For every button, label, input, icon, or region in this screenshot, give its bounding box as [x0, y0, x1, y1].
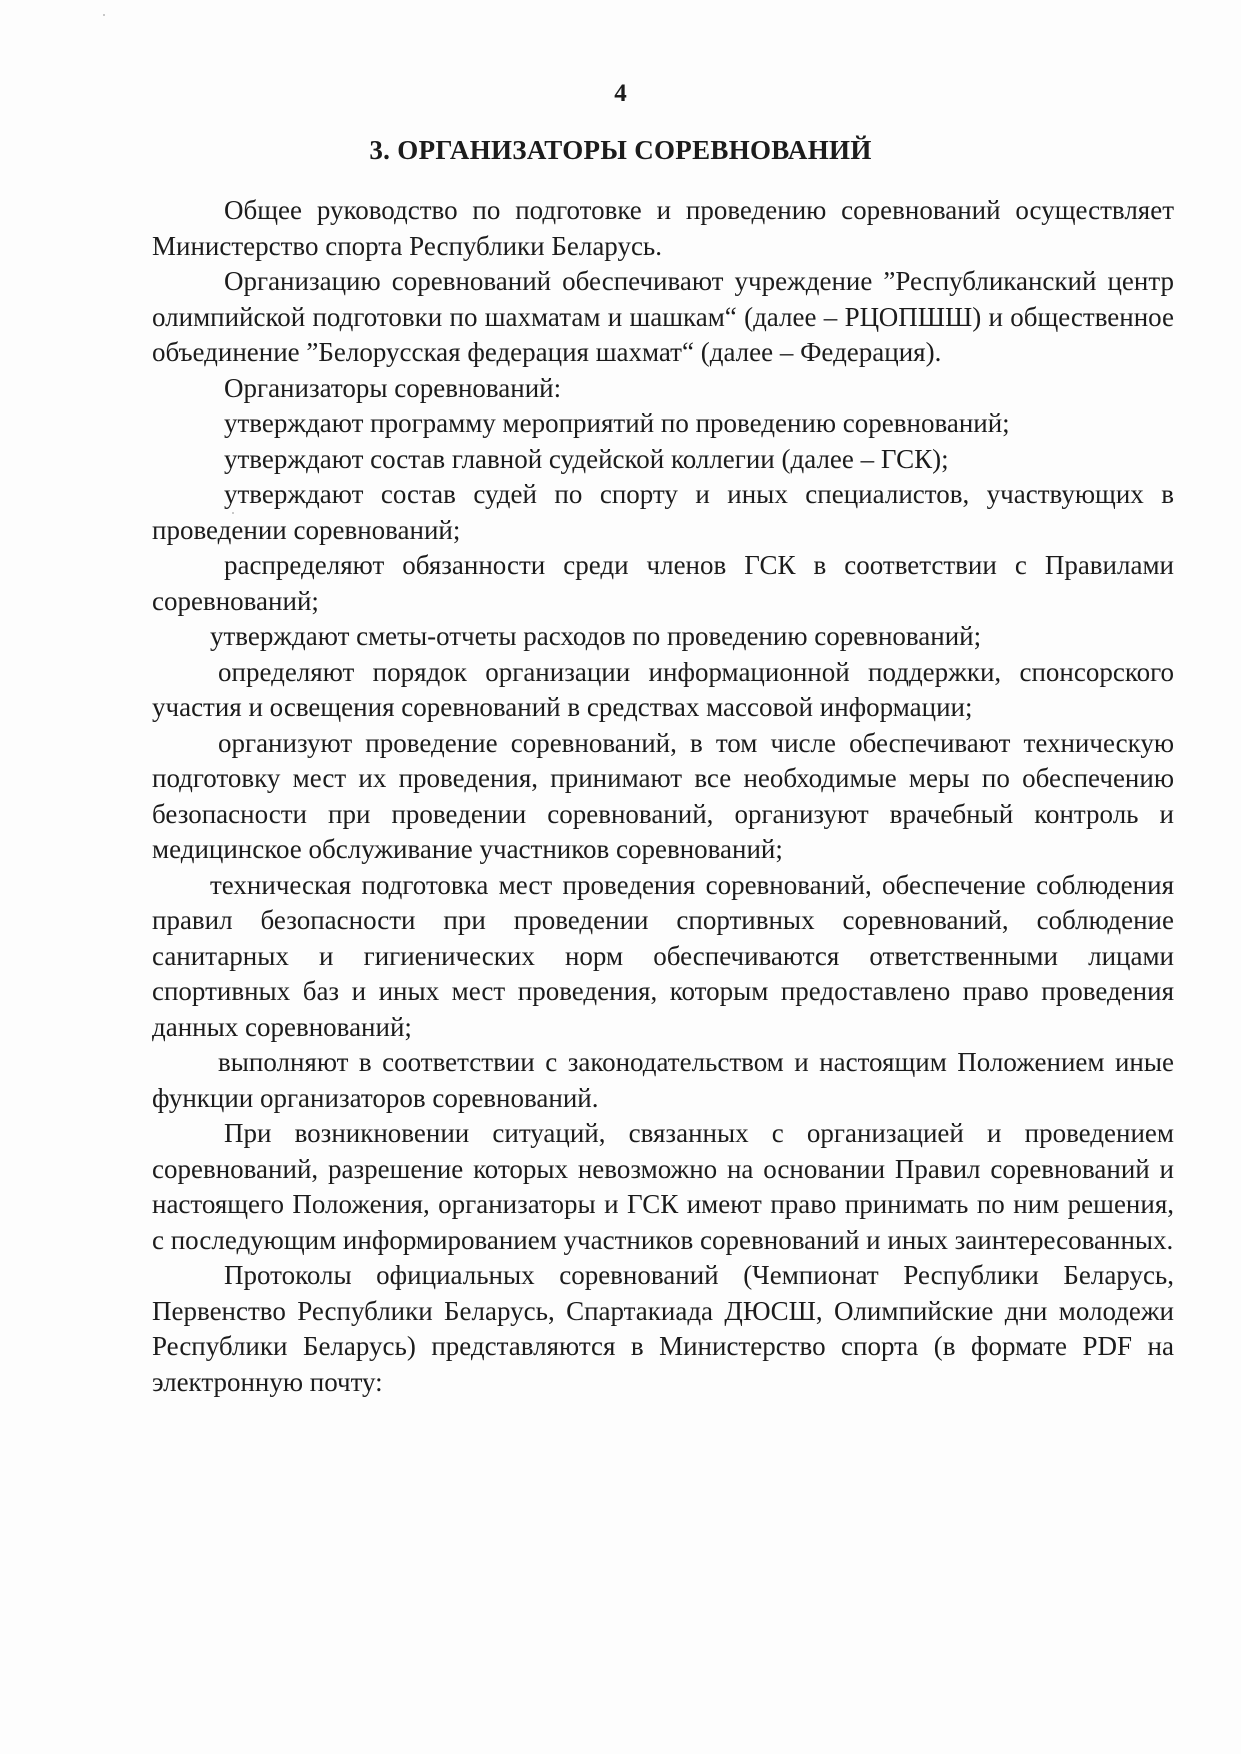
paragraph: Общее руководство по подготовке и проведению соревнований осуществляет Министерство спорта Республики Беларусь.	[152, 195, 1174, 261]
paragraph: определяют порядок организации информационной поддержки, спонсорского участия и освещения соревнований в средствах массовой информации;	[152, 656, 1174, 722]
paragraph: утверждают программу мероприятий по проведению соревнований;	[224, 408, 1010, 438]
paragraph: Организацию соревнований обеспечивают учреждение ”Республиканский центр олимпийской подготовки по шахматам и шашкам“ (далее – РЦОПШШ) и общественное объединение ”Белорусская федерация шахмат“ (далее – Федерация).	[152, 266, 1174, 367]
section-title: 3. ОРГАНИЗАТОРЫ СОРЕВНОВАНИЙ	[369, 135, 872, 165]
document-body	[152, 193, 1174, 1400]
paragraph: утверждают сметы-отчеты расходов по проведению соревнований;	[210, 621, 982, 651]
scan-speck	[103, 14, 105, 16]
paragraph: выполняют в соответствии с законодательством и настоящим Положением иные функции организаторов соревнований.	[152, 1047, 1174, 1113]
paragraph: При возникновении ситуаций, связанных с организацией и проведением соревнований, разрешение которых невозможно на основании Правил соревнований и настоящего Положения, организаторы и ГСК имеют право принимать по ним решения, с последующим информированием участников соревнований и иных заинтересованных.	[152, 1118, 1174, 1255]
paragraph: техническая подготовка мест проведения соревнований, обеспечение соблюдения правил безопасности при проведении спортивных соревнований, соблюдение санитарных и гигиенических норм обеспечиваются ответственными лицами спортивных баз и иных мест проведения, которым предоставлено право проведения данных соревнований;	[152, 869, 1174, 1042]
paragraph: утверждают состав судей по спорту и иных специалистов, участвующих в проведении соревнований;	[152, 479, 1174, 545]
paragraph: организуют проведение соревнований, в том числе обеспечивают техническую подготовку мест их проведения, принимают все необходимые меры по обеспечению безопасности при проведении соревнований, организуют врачебный контроль и медицинское обслуживание участников соревнований;	[152, 727, 1174, 864]
paragraph: распределяют обязанности среди членов ГСК в соответствии с Правилами соревнований;	[152, 550, 1174, 616]
paragraph: утверждают состав главной судейской коллегии (далее – ГСК);	[224, 443, 949, 474]
page-number: 4	[614, 80, 627, 107]
paragraph: Протоколы официальных соревнований (Чемпионат Республики Беларусь, Первенство Республики Беларусь, Спартакиада ДЮСШ, Олимпийские дни молодежи Республики Беларусь) представляются в Министерство спорта (в формате PDF на электронную почту:	[152, 1260, 1174, 1397]
paragraph: Организаторы соревнований:	[224, 372, 562, 403]
